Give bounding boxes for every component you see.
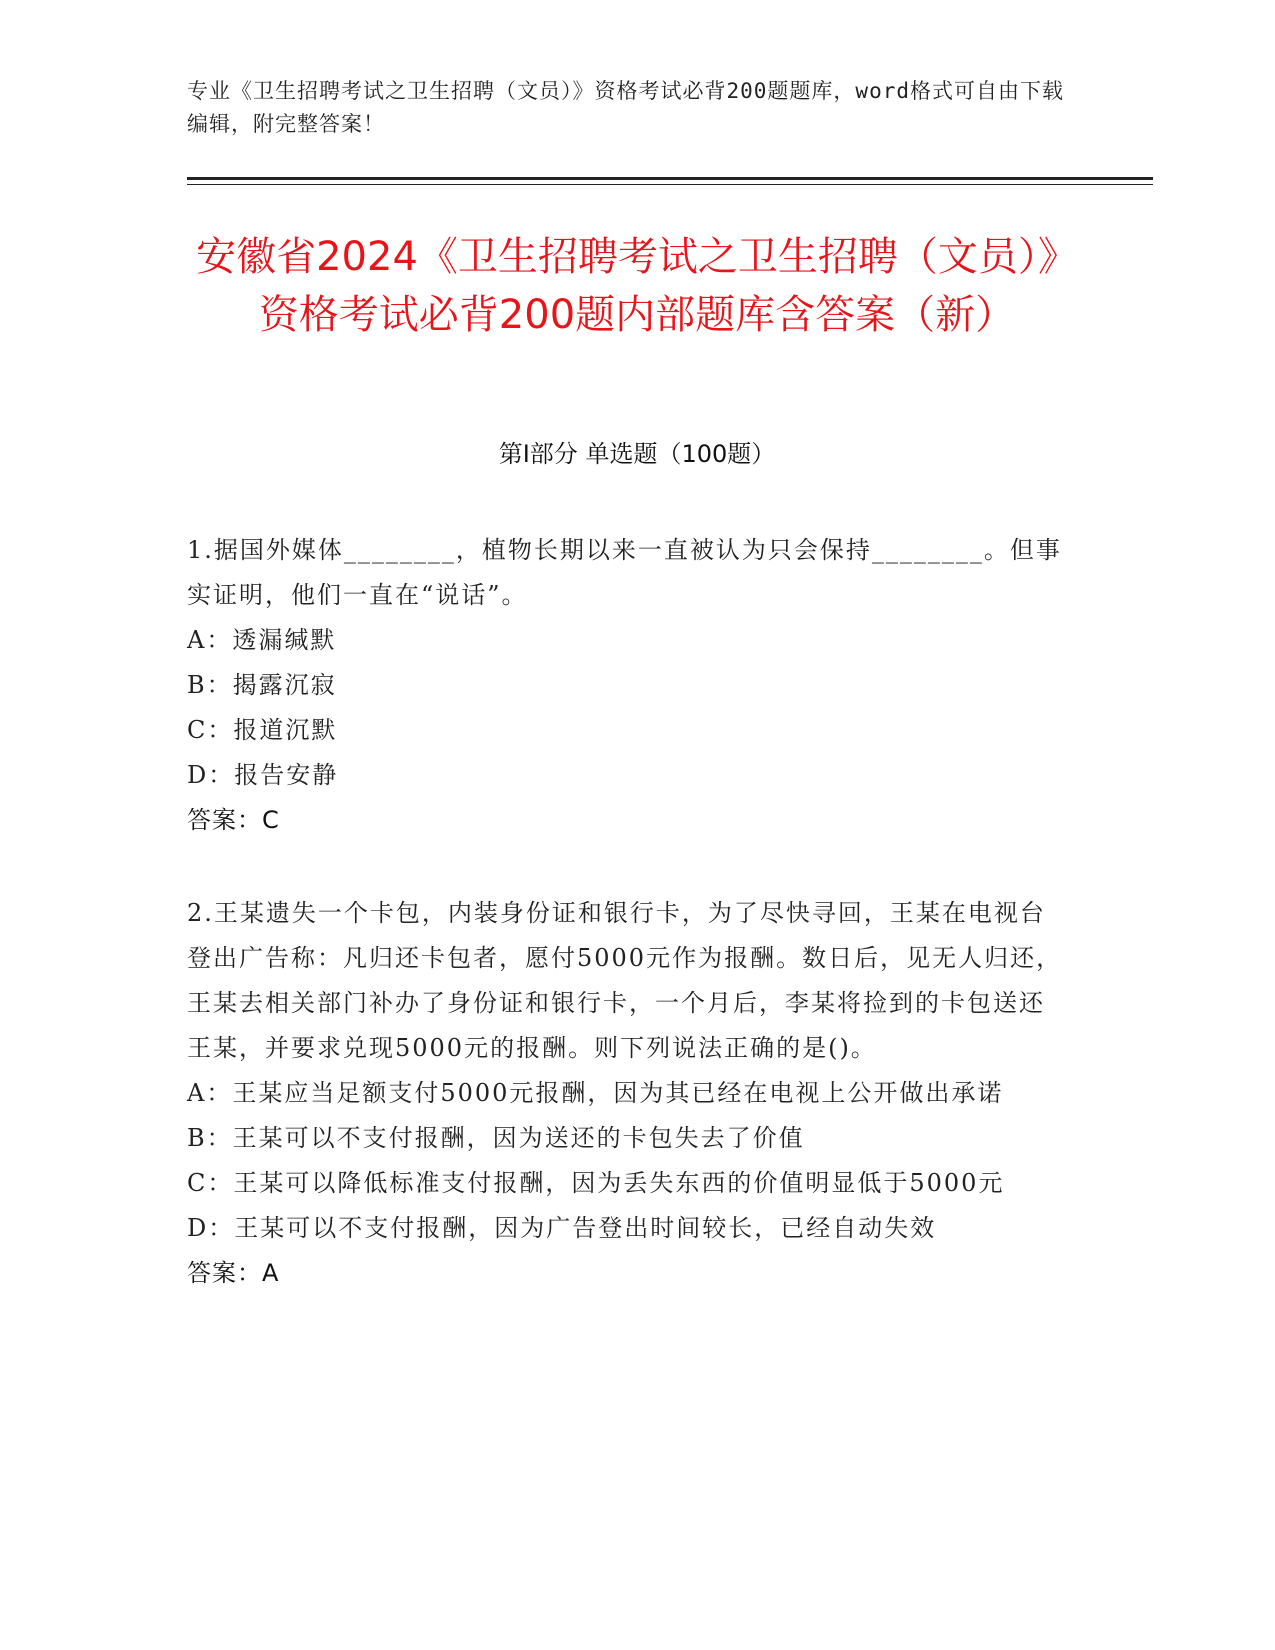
question-stem: 2.王某遗失一个卡包，内装身份证和银行卡，为了尽快寻回，王某在电视台登出广告称：凡归还卡包者，愿付5000元作为报酬。数日后，见无人归还，王某去相关部门补办了身份证和银行卡，一个月后，李某将捡到的卡包送还王某，并要求兑现5000元的报酬。则下列说法正确的是()。 [187,899,1063,1062]
option-c: C：王某可以降低标准支付报酬，因为丢失东西的价值明显低于5000元 [187,1169,1005,1197]
question-2 [187,891,1067,1296]
option-b: B：王某可以不支付报酬，因为送还的卡包失去了价值 [187,1124,805,1152]
option-a: A：透漏缄默 [187,626,337,654]
section-heading: 第Ⅰ部分 单选题（100题） [498,440,776,468]
option-d: D：报告安静 [187,761,339,789]
answer-line: 答案：C [187,806,280,834]
option-b: B：揭露沉寂 [187,671,337,699]
header-note: 专业《卫生招聘考试之卫生招聘（文员）》资格考试必背200题题库，word格式可自由下载编辑，附完整答案！ [187,79,1064,136]
header-divider-thick [187,177,1153,180]
option-a: A：王某应当足额支付5000元报酬，因为其已经在电视上公开做出承诺 [187,1079,1004,1107]
document-title: 安徽省2024《卫生招聘考试之卫生招聘（文员）》资格考试必背200题内部题库含答案（新） [196,234,1078,338]
question-1 [187,528,1067,843]
answer-line: 答案：A [187,1259,280,1287]
question-stem: 1.据国外媒体________，植物长期以来一直被认为只会保持________。但事实证明，他们一直在“说话”。 [187,536,1062,609]
header-divider-thin [187,184,1153,185]
option-c: C：报道沉默 [187,716,338,744]
option-d: D：王某可以不支付报酬，因为广告登出时间较长，已经自动失效 [187,1214,937,1242]
